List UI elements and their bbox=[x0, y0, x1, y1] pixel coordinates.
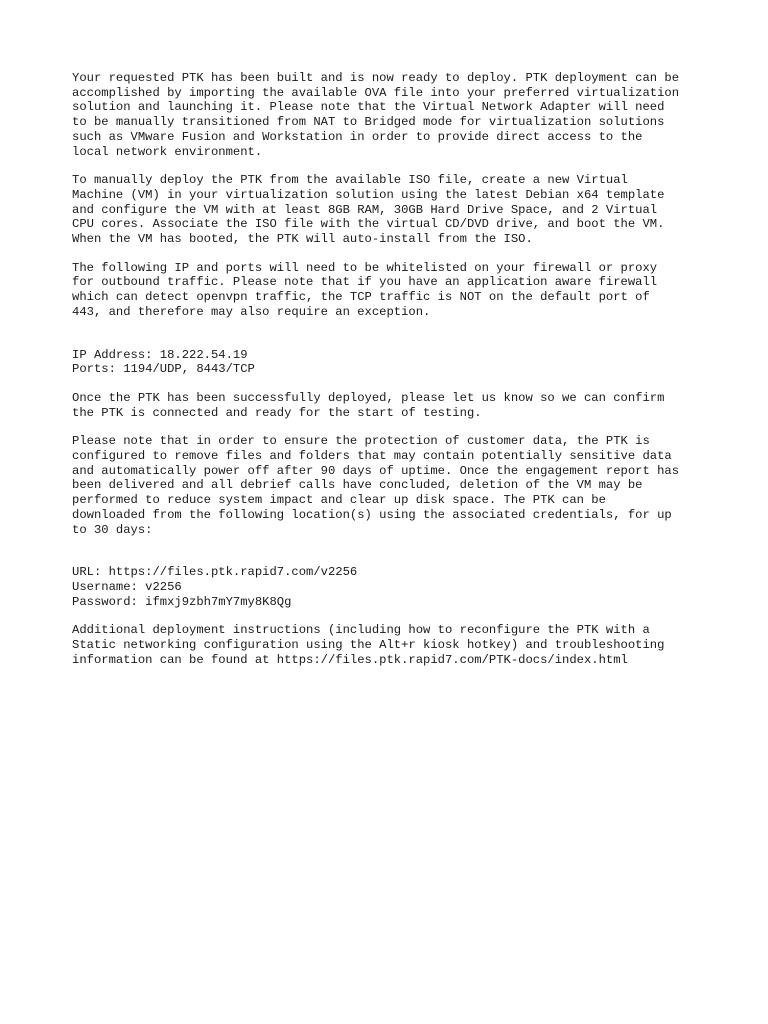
firewall-note-paragraph: The following IP and ports will need to be whitelisted on your firewall or proxy for outbound traffic. Please note that if you have an application aware firewall which can detect openvpn traffic, the TCP traffic is NOT on the default port of 443, and therefore may also require an exception. bbox=[72, 260, 658, 319]
data-protection-paragraph: Please note that in order to ensure the protection of customer data, the PTK is configured to remove files and folders that may contain potentially sensitive data and automatically power off after 90 days of uptime. Once the engagement report has been delivered and all debrief calls have concluded, deletion of the VM may be performed to reduce system impact and clear up disk space. The PTK can be downloaded from the following location(s) using the associated credentials, for up to 30 days: bbox=[72, 434, 680, 537]
confirm-paragraph: Once the PTK has been successfully deployed, please let us know so we can confirm the PTK is connected and ready for the start of testing. bbox=[72, 390, 665, 420]
document-body bbox=[72, 71, 732, 668]
intro-paragraph: Your requested PTK has been built and is now ready to deploy. PTK deployment can be accomplished by importing the available OVA file into your preferred virtualization solution and launching it. Please note that the Virtual Network Adapter will need to be manually transitioned from NAT to Bridged mode for virtualization solutions such as VMware Fusion and Workstation in order to provide direct access to the local network environment. bbox=[72, 71, 680, 159]
iso-instructions-paragraph: To manually deploy the PTK from the available ISO file, create a new Virtual Machine (VM) in your virtualization solution using the latest Debian x64 template and configure the VM with at least 8GB RAM, 30GB Hard Drive Space, and 2 Virtual CPU cores. Associate the ISO file with the virtual CD/DVD drive, and boot the VM. When the VM has booted, the PTK will auto-install from the ISO. bbox=[72, 173, 665, 247]
ip-address-line: IP Address: 18.222.54.19 bbox=[72, 347, 248, 362]
username-line: Username: v2256 bbox=[72, 579, 182, 594]
ports-line: Ports: 1194/UDP, 8443/TCP bbox=[72, 362, 255, 377]
additional-instructions-paragraph: Additional deployment instructions (including how to reconfigure the PTK with a Static networking configuration using the Alt+r kiosk hotkey) and troubleshooting information can be found at https://files.ptk.rapid7.com/PTK-docs/index.html bbox=[72, 623, 665, 667]
download-url-line: URL: https://files.ptk.rapid7.com/v2256 bbox=[72, 565, 358, 580]
password-line: Password: ifmxj9zbh7mY7my8K8Qg bbox=[72, 594, 292, 609]
